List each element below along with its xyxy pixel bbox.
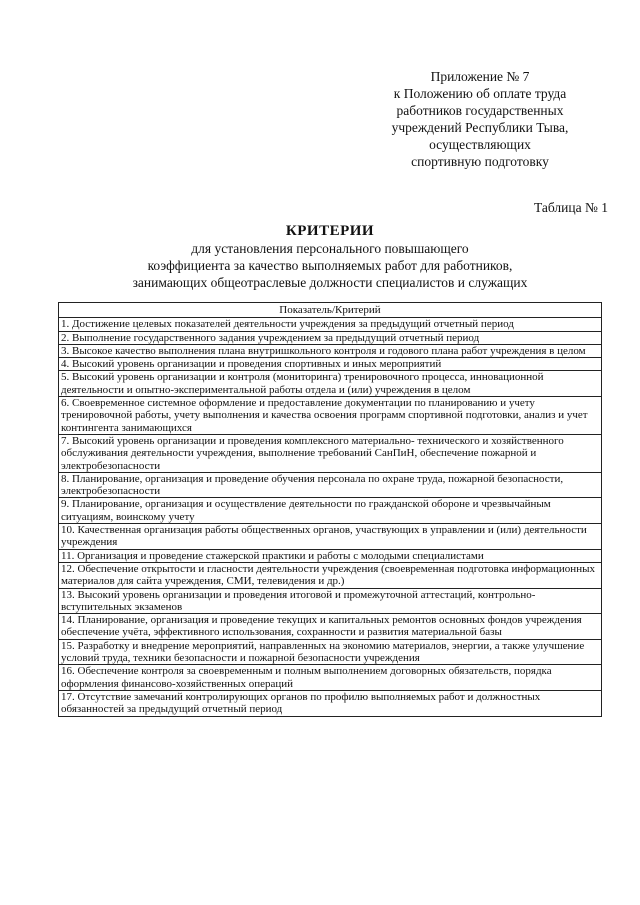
appendix-line: учреждений Республики Тыва,: [391, 120, 569, 135]
table-cell: 2. Выполнение государственного задания учреждением за предыдущий отчетный период: [59, 331, 602, 344]
table-row: [59, 358, 602, 371]
table-row: [59, 371, 602, 397]
table-cell: 1. Достижение целевых показателей деятельности учреждения за предыдущий отчетный период: [59, 318, 602, 331]
criteria-table: [58, 302, 602, 717]
table-cell: 16. Обеспечение контроля за своевременным и полным выполнением договорных обязательств, порядка оформления финансово-хозяйственных операций: [59, 665, 602, 691]
table-cell: 3. Высокое качество выполнения плана внутришкольного контроля и годового плана работ учреждения в целом: [59, 344, 602, 357]
table-row: [59, 498, 602, 524]
table-row: [59, 344, 602, 357]
table-cell: 14. Планирование, организация и проведение текущих и капитальных ремонтов основных фондов учреждения обеспечение учёта, эффективного использования, сохранности и развития материальной базы: [59, 614, 602, 640]
table-row: [59, 549, 602, 562]
table-row: [59, 472, 602, 498]
table-row: [59, 588, 602, 614]
table-row: [59, 639, 602, 665]
appendix-reference: [380, 68, 580, 170]
table-row: [59, 614, 602, 640]
table-number: Таблица № 1: [534, 200, 608, 215]
table-cell: 8. Планирование, организация и проведение обучения персонала по охране труда, пожарной безопасности, электробезопасности: [59, 472, 602, 498]
table-row: [59, 665, 602, 691]
table-cell: 4. Высокий уровень организации и проведения спортивных и иных мероприятий: [59, 358, 602, 371]
subtitle-line: для установления персонального повышающего: [191, 241, 469, 256]
appendix-line: осуществляющих: [429, 137, 531, 152]
table-row: [59, 690, 602, 716]
table-row: [59, 524, 602, 550]
table-cell: 7. Высокий уровень организации и проведения комплексного материально- технического и хозяйственного обслуживания деятельности учреждения, выполнение требований СанПиН, обеспечение пожарной и электробезопасности: [59, 434, 602, 472]
table-cell: 9. Планирование, организация и осуществление деятельности по гражданской обороне и чрезвычайным ситуациям, воинскому учету: [59, 498, 602, 524]
table-header-row: [59, 303, 602, 318]
appendix-line: к Положению об оплате труда: [393, 86, 567, 101]
table-header-cell: Показатель/Критерий: [59, 303, 602, 318]
title-block: [60, 222, 600, 291]
table-row: [59, 562, 602, 588]
table-cell: 6. Своевременное системное оформление и предоставление документации по планированию и учету тренировочной работы, учету выполнения и качества освоения программ спортивной подготовки, анализ и учет контингента занимающихся: [59, 397, 602, 435]
page-title: КРИТЕРИИ: [285, 223, 375, 239]
table-row: [59, 318, 602, 331]
table-cell: 5. Высокий уровень организации и контроля (мониторинга) тренировочного процесса, инновационной деятельности и опытно-экспериментальной работы отдела и (или) учреждения в целом: [59, 371, 602, 397]
table-row: [59, 434, 602, 472]
subtitle-line: занимающих общеотраслевые должности специалистов и служащих: [132, 275, 528, 290]
appendix-line: спортивную подготовку: [411, 154, 549, 169]
table-row: [59, 397, 602, 435]
subtitle-line: коэффициента за качество выполняемых работ для работников,: [147, 258, 513, 273]
table-cell: 12. Обеспечение открытости и гласности деятельности учреждения (своевременная подготовка информационных материалов для сайта учреждения, СМИ, телевидения и др.): [59, 562, 602, 588]
table-row: [59, 331, 602, 344]
table-cell: 10. Качественная организация работы общественных органов, участвующих в управлении и (или) деятельности учреждения: [59, 524, 602, 550]
table-cell: 15. Разработку и внедрение мероприятий, направленных на экономию материалов, энергии, а также улучшение условий труда, техники безопасности и пожарной безопасности учреждения: [59, 639, 602, 665]
appendix-line: работников государственных: [396, 103, 564, 118]
table-cell: 17. Отсутствие замечаний контролирующих органов по профилю выполняемых работ и должностных обязанностей за предыдущий отчетный период: [59, 690, 602, 716]
table-cell: 11. Организация и проведение стажерской практики и работы с молодыми специалистами: [59, 549, 602, 562]
table-cell: 13. Высокий уровень организации и проведения итоговой и промежуточной аттестаций, контрольно-вступительных экзаменов: [59, 588, 602, 614]
appendix-line: Приложение № 7: [430, 69, 530, 84]
